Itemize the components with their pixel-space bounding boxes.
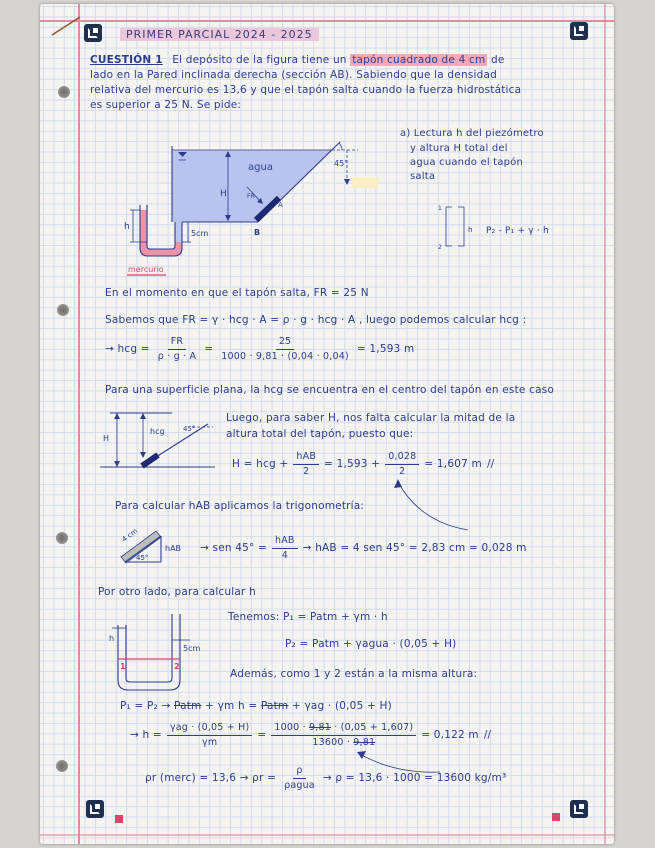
result-mark: // [483, 729, 492, 741]
reference-arrow [360, 754, 440, 772]
tank-figure [124, 142, 378, 275]
part-a-line: salta [410, 171, 436, 182]
step-other: Por otro lado, para calcular h [98, 586, 256, 598]
numerator-part: · (0,05 + 1,607) [334, 722, 414, 733]
part-a-line: y altura H total del [410, 143, 508, 154]
gap-label: 5cm [183, 644, 201, 653]
step-known: Sabemos que FR = γ · hcg · A = ρ · g · hcg · A , luego podemos calcular hcg : [105, 314, 527, 326]
numerator: FR [168, 336, 186, 350]
cancelled-term: 9,81 [309, 722, 331, 733]
numerator: γag · (0,05 + H) [167, 722, 252, 736]
arrowhead [140, 452, 146, 458]
reading-label: h [468, 226, 473, 234]
step-half-line: altura total del tapón, puesto que: [226, 428, 414, 440]
equation-text: P₁ = P₂ → [120, 700, 171, 712]
equation-text: ρr (merc) = 13,6 → ρr = [145, 772, 277, 784]
point-1-label: 1 [120, 662, 126, 671]
height-label: H [220, 189, 227, 199]
arrowhead [114, 461, 120, 467]
side-label: 4 cm [120, 526, 140, 544]
denominator: ρagua [284, 780, 315, 791]
part-a-line: agua cuando el tapón [410, 157, 524, 168]
plug [142, 455, 158, 466]
point-1-label: 1 [438, 205, 442, 212]
step-trig: Para calcular hAB aplicamos la trigonometría: [115, 500, 365, 512]
pencil-mark [52, 17, 80, 35]
statement-text: de [491, 54, 505, 66]
equation-text: + γag · (0,05 + H) [291, 700, 392, 712]
reading-label: h [109, 634, 115, 643]
mini-figure [438, 205, 472, 251]
force-label: FR [247, 193, 255, 200]
denominator: 4 [281, 550, 288, 561]
equation-result: = 1,593 m [356, 343, 415, 355]
numerator: 25 [276, 336, 295, 350]
point-a-label: A [278, 201, 283, 209]
angle-label: 45° [183, 425, 196, 433]
mini-equation: P₂ - P₁ + γ · h [486, 226, 549, 236]
statement-line-4: es superior a 25 N. Se pide: [90, 99, 242, 111]
denominator: 1000 · 9,81 · (0,04 · 0,04) [221, 351, 349, 362]
numerator: ρ [293, 765, 305, 779]
equation-text: = [204, 343, 214, 355]
numerator: 0,028 [385, 451, 419, 465]
mercury-label: mercurio [128, 265, 164, 274]
equation-text: = 1,593 + [324, 458, 381, 470]
statement-text: El depósito de la figura tiene un [172, 54, 347, 66]
part-a-line: a) Lectura h del piezómetro [400, 128, 544, 139]
question-label: CUESTIÓN 1 [90, 54, 163, 66]
height-label: H [103, 434, 110, 443]
equation-p2: P₂ = Patm + γagua · (0,05 + H) [285, 638, 457, 650]
triangle-figure [120, 527, 181, 563]
arrowhead [394, 479, 402, 488]
cancelled-term: Patm [260, 700, 289, 712]
denominator: ρ · g · A [157, 351, 197, 362]
highlighted-text: tapón cuadrado de 4 cm [352, 54, 486, 66]
cancelled-term: Patm [174, 700, 202, 712]
angle-label: 45° [136, 554, 149, 562]
denominator: 2 [399, 466, 406, 477]
result-mark: // [486, 458, 495, 470]
equation-p1: Tenemos: P₁ = Patm + γm · h [228, 611, 388, 623]
angle-arc [339, 143, 342, 150]
numerator: hAB [272, 535, 298, 549]
equation-text: H = hcg + [232, 458, 289, 470]
utube-figure [109, 614, 200, 690]
pipe-water-fill [175, 222, 182, 242]
highlight-box [352, 177, 378, 188]
hcg-figure [100, 413, 215, 467]
reading-label: h [124, 222, 130, 232]
numerator-part: 1000 · [274, 722, 306, 733]
height-label: hAB [165, 544, 182, 553]
step-center: Para una superficie plana, la hcg se encuentra en el centro del tapón en este caso [105, 384, 554, 396]
step-half-line: Luego, para saber H, nos falta calcular la mitad de la [226, 412, 516, 424]
mini-bracket-left [446, 207, 452, 246]
equation-text: + γm h = [205, 700, 258, 712]
step-force: En el momento en que el tapón salta, FR = 25 N [105, 287, 369, 299]
equation-text: → h = [130, 729, 162, 741]
denominator: 2 [303, 466, 310, 477]
step-same-level: Además, como 1 y 2 están a la misma altura: [230, 668, 478, 680]
denominator-part: 13600 · [312, 737, 351, 748]
equation-text: → hcg = [105, 343, 150, 355]
reference-arrow [398, 482, 468, 530]
equation-result: → ρ = 13,6 · 1000 = 13600 kg/m³ [322, 772, 507, 784]
hcg-label: hcg [150, 427, 165, 436]
statement-line-3: relativa del mercurio es 13,6 y que el tapón salta cuando la fuerza hidrostática [90, 84, 522, 96]
gap-label: 5cm [191, 229, 209, 238]
equation-result: → hAB = 4 sen 45° = 2,83 cm = 0,028 m [302, 542, 527, 554]
point-2-label: 2 [438, 244, 442, 251]
angle-label: 45° [334, 159, 349, 168]
arrowhead [344, 179, 350, 185]
point-2-label: 2 [174, 662, 180, 671]
equation-result: = 1,607 m [424, 458, 482, 470]
denominator: γm [202, 737, 218, 748]
equation-text: = [257, 729, 267, 741]
statement-line-2: lado en la Pared inclinada derecha (sección AB). Sabiendo que la densidad [90, 69, 497, 81]
tube-inner-wall [126, 614, 172, 682]
tube-inner-wall [147, 205, 175, 249]
water-fill [172, 150, 332, 222]
arrowhead [140, 413, 146, 419]
cancelled-term: 9,81 [353, 737, 376, 748]
mini-bracket-right [458, 207, 464, 246]
page-title: PRIMER PARCIAL 2024 - 2025 [120, 28, 319, 41]
tube-outer-wall [118, 614, 180, 690]
arrowhead [357, 751, 366, 759]
water-label: agua [248, 162, 273, 173]
arrowhead [114, 413, 120, 419]
equation-result: = 0,122 m [421, 729, 479, 741]
numerator: hAB [293, 451, 319, 465]
point-b-label: B [254, 228, 261, 237]
equation-text: → sen 45° = [200, 542, 268, 554]
